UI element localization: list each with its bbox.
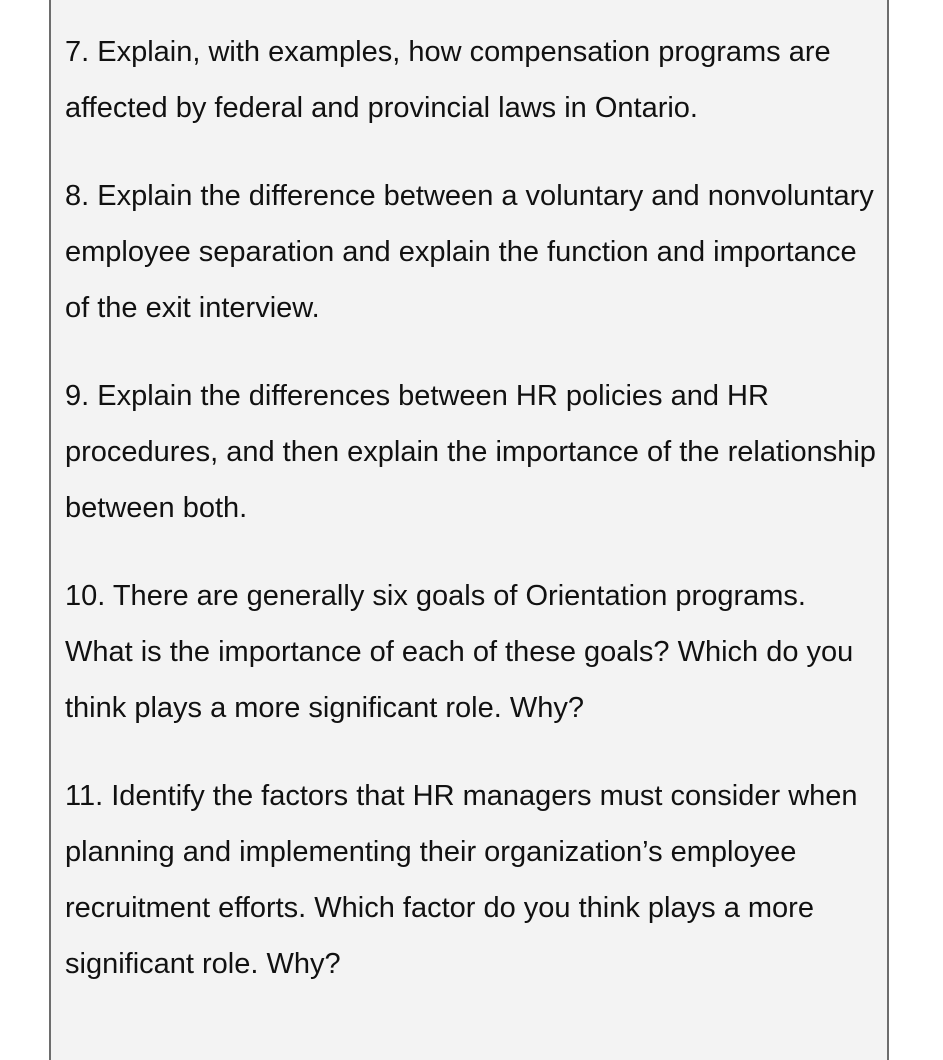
question-10: 10. There are generally six goals of Orientation programs. What is the importance of each of these goals? Which do you think plays a more significant role. Why?	[65, 580, 854, 724]
question-11: 11. Identify the factors that HR managers must consider when planning and implementing their organization’s employee recruitment efforts. Which factor do you think plays a more significant role. Why?	[65, 780, 858, 980]
question-list	[65, 24, 877, 992]
question-panel	[49, 0, 889, 1060]
question-8: 8. Explain the difference between a voluntary and nonvoluntary employee separation and explain the function and importance of the exit interview.	[65, 180, 874, 324]
question-7: 7. Explain, with examples, how compensation programs are affected by federal and provincial laws in Ontario.	[65, 36, 831, 124]
question-9: 9. Explain the differences between HR policies and HR procedures, and then explain the importance of the relationship between both.	[65, 380, 876, 524]
